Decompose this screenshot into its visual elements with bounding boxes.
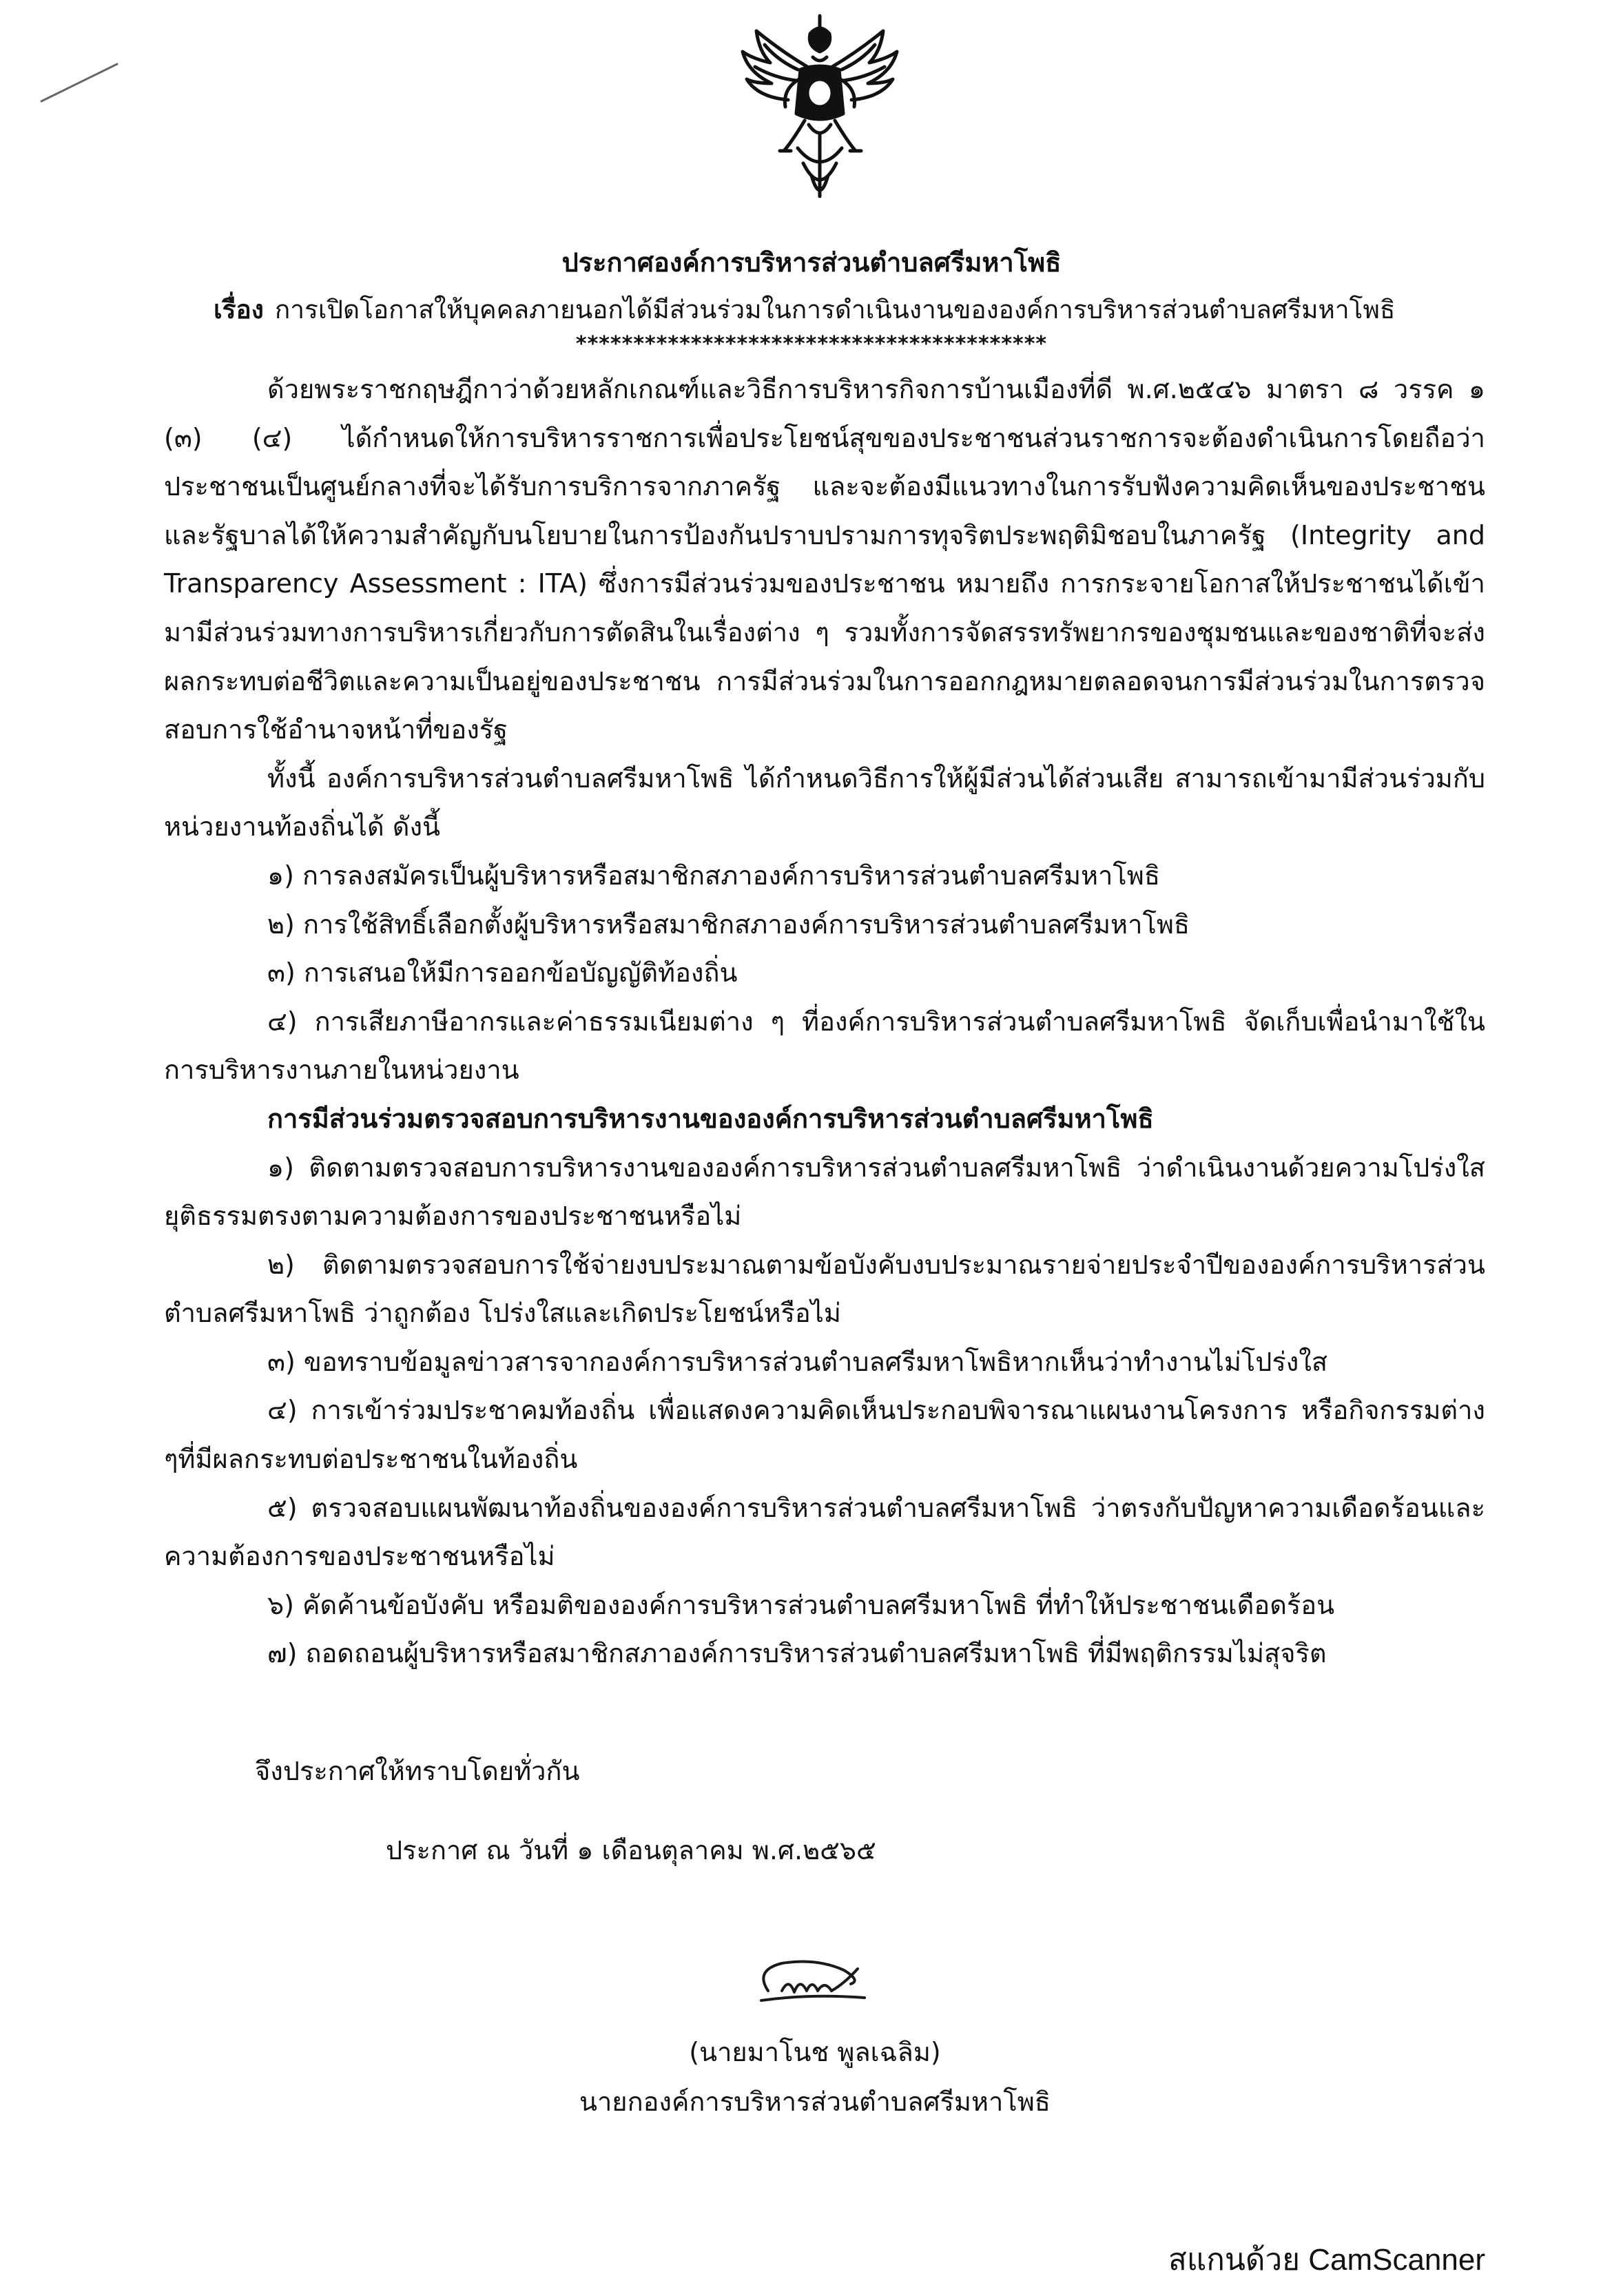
list-item: ๔) การเสียภาษีอากรและค่าธรรมเนียมต่าง ๆ ที่องค์การบริหารส่วนตำบลศรีมหาโพธิ จัดเก็บเพื่อนำมาใช้ในการบริหารงานภายในหน่วยงาน [164,1006,1485,1086]
section-heading: การมีส่วนร่วมตรวจสอบการบริหารงานขององค์การบริหารส่วนตำบลศรีมหาโพธิ [267,1103,1154,1134]
list-item: ๕) ตรวจสอบแผนพัฒนาท้องถิ่นขององค์การบริหารส่วนตำบลศรีมหาโพธิ ว่าตรงกับปัญหาความเดือดร้อนและความต้องการของประชาชนหรือไม่ [164,1492,1485,1572]
closing-line: จึงประกาศให้ทราบโดยทั่วกัน [255,1756,580,1786]
list-item: ๗) ถอดถอนผู้บริหารหรือสมาชิกสภาองค์การบริหารส่วนตำบลศรีมหาโพธิ ที่มีพฤติกรรมไม่สุจริต [267,1638,1327,1669]
list-item: ๑) การลงสมัครเป็นผู้บริหารหรือสมาชิกสภาองค์การบริหารส่วนตำบลศรีมหาโพธิ [267,860,1161,891]
handwritten-signature [741,1943,878,2018]
announcement-title: ประกาศองค์การบริหารส่วนตำบลศรีมหาโพธิ [561,247,1062,278]
signer-name: (นายมาโนช พูลเฉลิม) [689,2037,941,2067]
camscanner-watermark: สแกนด้วย CamScanner [1168,2243,1485,2277]
garuda-emblem-icon [716,3,923,210]
subject-label: เรื่อง [214,295,264,324]
list-item: ๖) คัดค้านข้อบังคับ หรือมติขององค์การบริหารส่วนตำบลศรีมหาโพธิ ที่ทำให้ประชาชนเดือดร้อน [267,1589,1335,1620]
subject-line [214,289,1522,330]
body-content [164,365,1485,1678]
list-item: ๓) การเสนอให้มีการออกข้อบัญญัติท้องถิ่น [267,958,738,989]
date-line: ประกาศ ณ วันที่ ๑ เดือนตุลาคม พ.ศ.๒๕๖๕ [386,1835,876,1865]
list-item: ๔) การเข้าร่วมประชาคมท้องถิ่น เพื่อแสดงความคิดเห็นประกอบพิจารณาแผนงานโครงการ หรือกิจกรรมต่าง ๆที่มีผลกระทบต่อประชาชนในท้องถิ่น [164,1395,1485,1475]
pen-stroke-mark [38,59,121,107]
subject-text: การเปิดโอกาสให้บุคคลภายนอกได้มีส่วนร่วมในการดำเนินงานขององค์การบริหารส่วนตำบลศรีมหาโพธิ [274,295,1396,324]
list-item: ๑) ติดตามตรวจสอบการบริหารงานขององค์การบริหารส่วนตำบลศรีมหาโพธิ ว่าดำเนินงานด้วยความโปร่งใส ยุติธรรมตรงตามความต้องการของประชาชนหรือไม่ [164,1152,1485,1232]
intro-paragraph: ด้วยพระราชกฤษฎีกาว่าด้วยหลักเกณฑ์และวิธีการบริหารกิจการบ้านเมืองที่ดี พ.ศ.๒๕๔๖ มาตรา ๘ วรรค ๑ (๓) (๔) ได้กำหนดให้การบริหารราชการเพื่อประโยชน์สุขของประชาชนส่วนราชการจะต้องดำเนินการโดยถือว่าประชาชนเป็นศูนย์กลางที่จะได้รับการบริการจากภาครัฐ และจะต้องมีแนวทางในการรับฟังความคิดเห็นของประชาชนและรัฐบาลได้ให้ความสำคัญกับนโยบายในการป้องกันปราบปรามการทุจริตประพฤติมิชอบในภาครัฐ (Integrity and Transparency Assessment : ITA) ซึ่งการมีส่วนร่วมของประชาชน หมายถึง การกระจายโอกาสให้ประชาชนได้เข้ามามีส่วนร่วมทางการบริหารเกี่ยวกับการตัดสินในเรื่องต่าง ๆ รวมทั้งการจัดสรรทรัพยากรของชุมชนและของชาติที่จะส่งผลกระทบต่อชีวิตและความเป็นอยู่ของประชาชน การมีส่วนร่วมในการออกกฎหมายตลอดจนการมีส่วนร่วมในการตรวจสอบการใช้อำนาจหน้าที่ของรัฐ [164,374,1485,745]
list-item: ๒) ติดตามตรวจสอบการใช้จ่ายงบประมาณตามข้อบังคับงบประมาณรายจ่ายประจำปีขององค์การบริหารส่วนตำบลศรีมหาโพธิ ว่าถูกต้อง โปร่งใสและเกิดประโยชน์หรือไม่ [164,1249,1485,1329]
signer-position: นายกองค์การบริหารส่วนตำบลศรีมหาโพธิ [579,2087,1051,2117]
separator-stars: ***************************************** [575,332,1048,356]
method-paragraph: ทั้งนี้ องค์การบริหารส่วนตำบลศรีมหาโพธิ ได้กำหนดวิธีการให้ผู้มีส่วนได้ส่วนเสีย สามารถเข้ามามีส่วนร่วมกับหน่วยงานท้องถิ่นได้ ดังนี้ [164,763,1485,842]
list-item: ๓) ขอทราบข้อมูลข่าวสารจากองค์การบริหารส่วนตำบลศรีมหาโพธิหากเห็นว่าทำงานไม่โปร่งใส [267,1346,1328,1377]
list-item: ๒) การใช้สิทธิ์เลือกตั้งผู้บริหารหรือสมาชิกสภาองค์การบริหารส่วนตำบลศรีมหาโพธิ [267,909,1190,940]
